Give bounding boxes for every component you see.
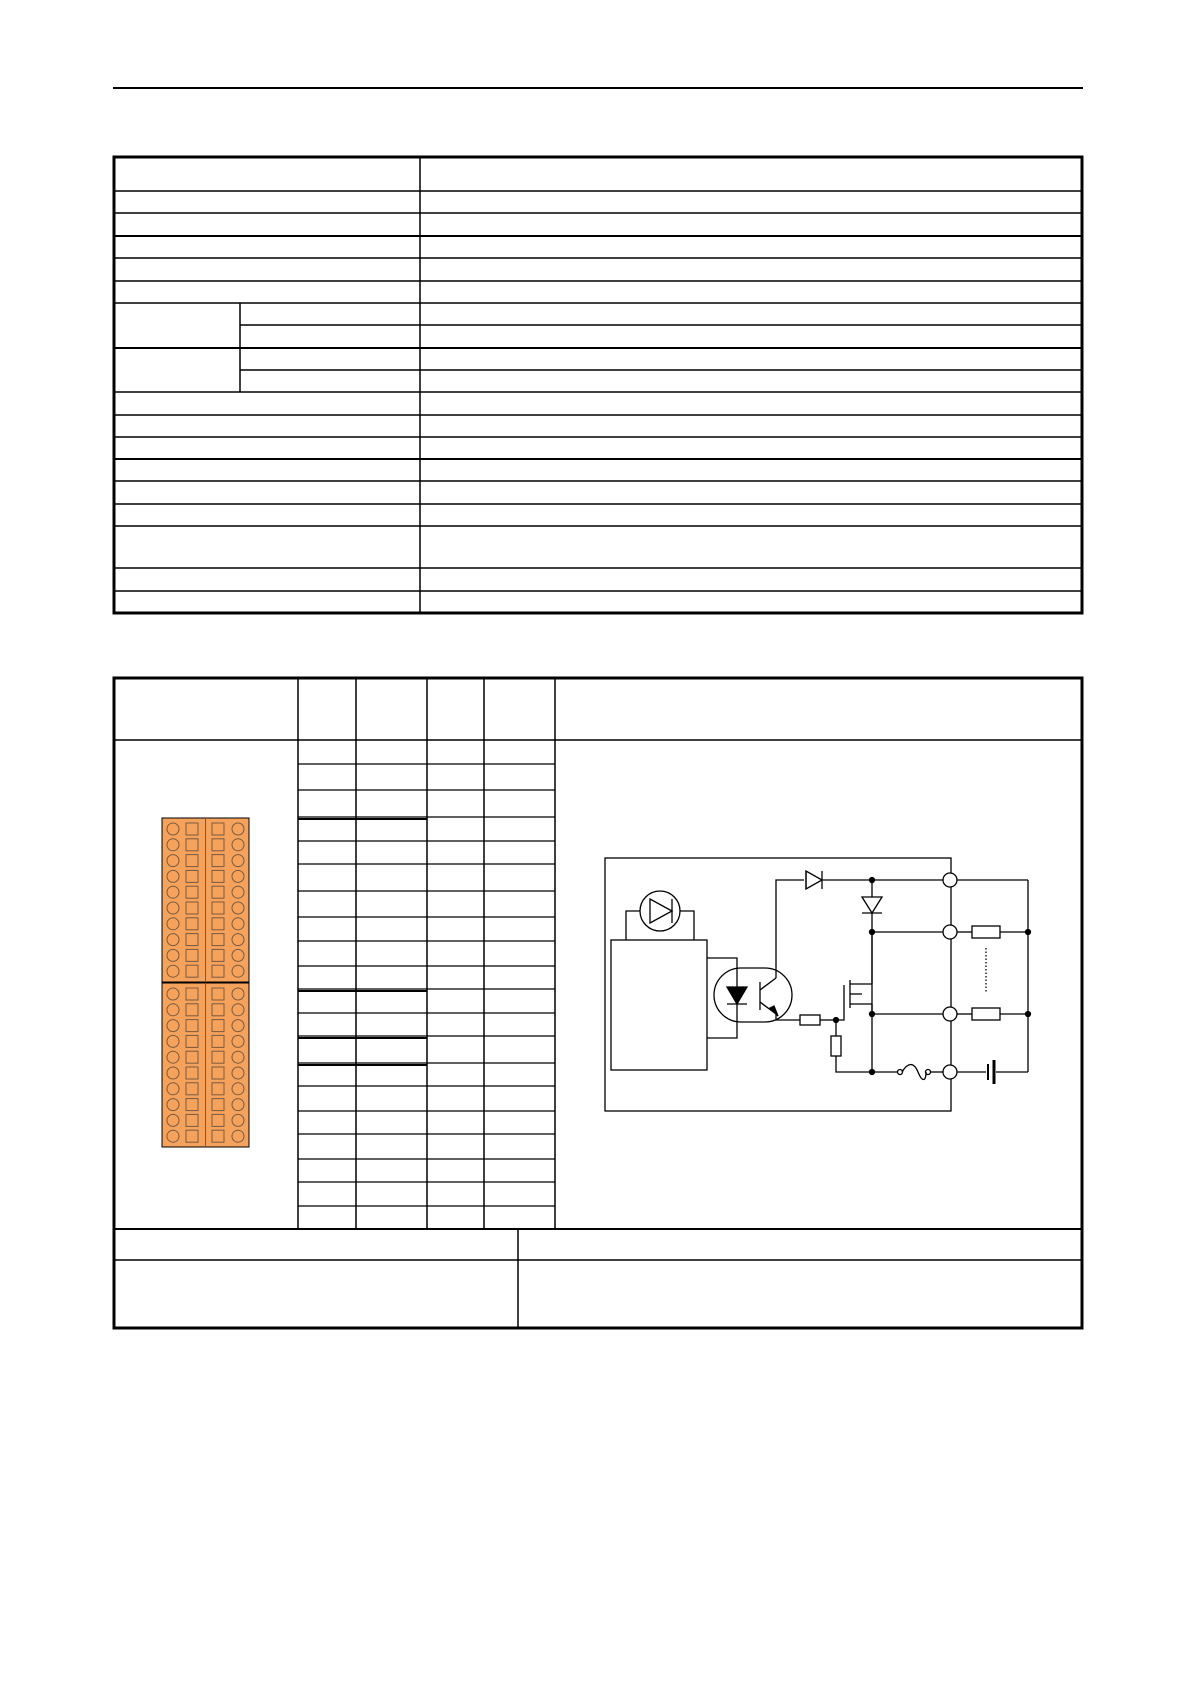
terminal-screw bbox=[232, 1114, 244, 1126]
terminal-clamp bbox=[212, 1004, 224, 1016]
terminal-screw bbox=[167, 855, 179, 867]
terminal-screw bbox=[232, 1035, 244, 1047]
terminal-screw bbox=[232, 1130, 244, 1142]
terminal-clamp bbox=[186, 1035, 198, 1047]
io-table bbox=[114, 678, 1082, 1328]
terminal-clamp bbox=[186, 870, 198, 882]
terminal-clamp bbox=[212, 839, 224, 851]
terminal-clamp bbox=[212, 988, 224, 1000]
terminal-screw bbox=[167, 1051, 179, 1063]
terminal-clamp bbox=[186, 886, 198, 898]
terminal-clamp bbox=[212, 1020, 224, 1032]
terminal-screw bbox=[167, 886, 179, 898]
terminal-screw bbox=[167, 1083, 179, 1095]
terminal-clamp bbox=[212, 1035, 224, 1047]
terminal-clamp bbox=[186, 949, 198, 961]
terminal-clamp bbox=[212, 1114, 224, 1126]
terminal-screw bbox=[167, 1035, 179, 1047]
terminal-clamp bbox=[186, 902, 198, 914]
terminal-clamp bbox=[212, 965, 224, 977]
terminal-clamp bbox=[186, 1099, 198, 1111]
terminal-clamp bbox=[186, 1051, 198, 1063]
terminal-clamp bbox=[186, 1130, 198, 1142]
terminal-screw bbox=[167, 949, 179, 961]
terminal-clamp bbox=[186, 965, 198, 977]
terminal-clamp bbox=[212, 823, 224, 835]
terminal-screw bbox=[167, 965, 179, 977]
terminal-clamp bbox=[212, 1130, 224, 1142]
terminal-clamp bbox=[212, 1099, 224, 1111]
terminal-clamp bbox=[212, 855, 224, 867]
terminal-clamp bbox=[212, 886, 224, 898]
terminal-clamp bbox=[212, 918, 224, 930]
terminal-clamp bbox=[212, 934, 224, 946]
terminal-screw bbox=[232, 870, 244, 882]
terminal-screw bbox=[232, 1020, 244, 1032]
terminal-clamp bbox=[212, 1083, 224, 1095]
terminal-clamp bbox=[186, 823, 198, 835]
terminal-screw bbox=[232, 839, 244, 851]
terminal-screw bbox=[232, 902, 244, 914]
transistor-output-circuit-icon bbox=[605, 858, 1031, 1111]
terminal-screw bbox=[232, 934, 244, 946]
terminal-clamp bbox=[186, 1067, 198, 1079]
terminal-screw bbox=[167, 870, 179, 882]
terminal-screw bbox=[232, 1083, 244, 1095]
terminal-screw bbox=[232, 965, 244, 977]
terminal-screw bbox=[232, 1004, 244, 1016]
terminal-screw bbox=[232, 1051, 244, 1063]
terminal-screw bbox=[167, 918, 179, 930]
terminal-screw bbox=[167, 1004, 179, 1016]
terminal-screw bbox=[167, 988, 179, 1000]
terminal-clamp bbox=[212, 902, 224, 914]
terminal-clamp bbox=[186, 839, 198, 851]
terminal-screw bbox=[167, 1067, 179, 1079]
terminal-screw bbox=[167, 823, 179, 835]
terminal-clamp bbox=[186, 918, 198, 930]
terminal-clamp bbox=[186, 855, 198, 867]
terminal-screw bbox=[232, 886, 244, 898]
terminal-block-icon bbox=[162, 818, 249, 1147]
terminal-clamp bbox=[186, 1083, 198, 1095]
terminal-screw bbox=[167, 1099, 179, 1111]
terminal-screw bbox=[167, 1020, 179, 1032]
terminal-clamp bbox=[212, 1067, 224, 1079]
terminal-screw bbox=[232, 918, 244, 930]
terminal-screw bbox=[167, 839, 179, 851]
terminal-screw bbox=[232, 949, 244, 961]
terminal-clamp bbox=[186, 988, 198, 1000]
terminal-clamp bbox=[212, 1051, 224, 1063]
spec-table bbox=[114, 157, 1082, 613]
terminal-screw bbox=[167, 902, 179, 914]
terminal-clamp bbox=[186, 934, 198, 946]
terminal-screw bbox=[167, 934, 179, 946]
terminal-screw bbox=[167, 1114, 179, 1126]
terminal-clamp bbox=[186, 1114, 198, 1126]
terminal-screw bbox=[167, 1130, 179, 1142]
terminal-clamp bbox=[212, 949, 224, 961]
terminal-screw bbox=[232, 988, 244, 1000]
terminal-screw bbox=[232, 1099, 244, 1111]
terminal-screw bbox=[232, 855, 244, 867]
terminal-screw bbox=[232, 823, 244, 835]
terminal-clamp bbox=[186, 1020, 198, 1032]
terminal-clamp bbox=[186, 1004, 198, 1016]
terminal-clamp bbox=[212, 870, 224, 882]
terminal-screw bbox=[232, 1067, 244, 1079]
